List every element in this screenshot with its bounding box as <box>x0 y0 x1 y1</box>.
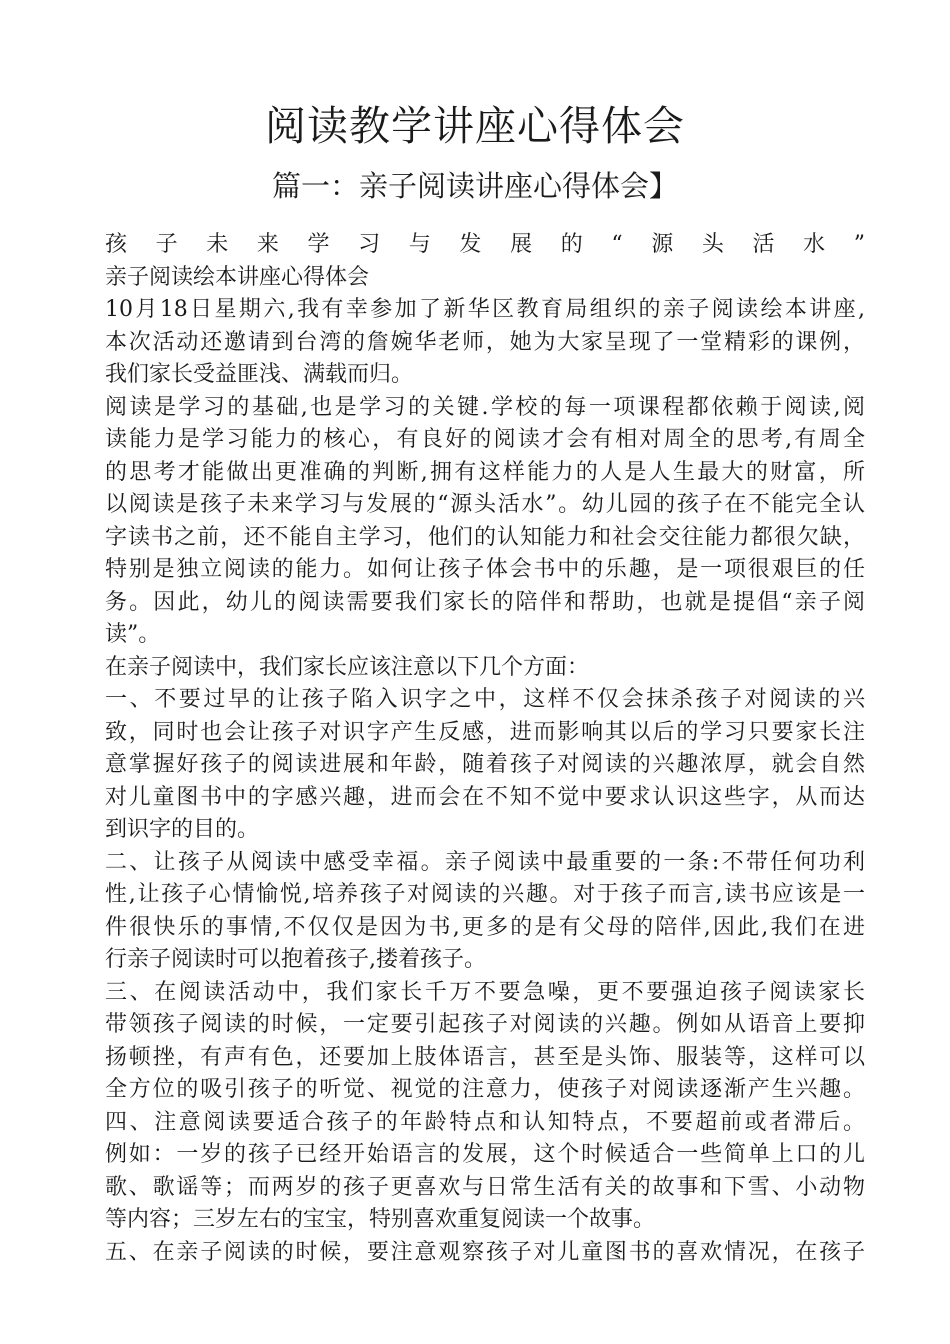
body-line: 的思考才能做出更准确的判断,拥有这样能力的人是人生最大的财富，所 <box>105 459 865 485</box>
body-line: 务。因此，幼儿的阅读需要我们家长的陪伴和帮助，也就是提倡“亲子阅 <box>105 589 865 615</box>
body-line: 孩子未来学习与发展的“源头活水” <box>105 232 865 257</box>
body-line: 对儿童图书中的字感兴趣，进而会在不知不觉中要求认识这些字，从而达 <box>105 784 865 810</box>
body-line: 本次活动还邀请到台湾的詹婉华老师，她为大家呈现了一堂精彩的课例， <box>105 329 865 355</box>
body-line: 等内容；三岁左右的宝宝，特别喜欢重复阅读一个故事。 <box>105 1207 656 1232</box>
body-line: 读能力是学习能力的核心，有良好的阅读才会有相对周全的思考,有周全 <box>105 427 865 452</box>
body-line: 读”。 <box>105 622 161 647</box>
body-line: 性,让孩子心情愉悦,培养孩子对阅读的兴趣。对于孩子而言,读书应该是一 <box>105 882 865 907</box>
body-line: 四、注意阅读要适合孩子的年龄特点和认知特点，不要超前或者滞后。 <box>105 1109 865 1135</box>
body-line: 五、在亲子阅读的时候，要注意观察孩子对儿童图书的喜欢情况，在孩子 <box>105 1239 865 1265</box>
document-subtitle: 篇一：亲子阅读讲座心得体会】 <box>271 169 678 203</box>
document-body <box>105 229 865 1269</box>
body-line: 我们家长受益匪浅、满载而归。 <box>105 362 414 387</box>
body-line: 阅读是学习的基础,也是学习的关键.学校的每一项课程都依赖于阅读,阅 <box>105 394 865 420</box>
body-line: 到识字的目的。 <box>105 817 260 842</box>
body-line: 例如：一岁的孩子已经开始语言的发展，这个时候适合一些简单上口的儿 <box>105 1142 865 1167</box>
body-line: 全方位的吸引孩子的听觉、视觉的注意力，使孩子对阅读逐渐产生兴趣。 <box>105 1077 865 1102</box>
body-line: 二、让孩子从阅读中感受幸福。亲子阅读中最重要的一条:不带任何功利 <box>105 849 865 875</box>
body-line: 行亲子阅读时可以抱着孩子,搂着孩子。 <box>105 947 486 972</box>
body-line: 10月18日星期六,我有幸参加了新华区教育局组织的亲子阅读绘本讲座, <box>105 297 865 322</box>
body-line: 意掌握好孩子的阅读进展和年龄，随着孩子对阅读的兴趣浓厚，就会自然 <box>105 752 865 777</box>
body-line: 字读书之前，还不能自主学习，他们的认知能力和社会交往能力都很欠缺， <box>105 524 865 550</box>
body-line: 特别是独立阅读的能力。如何让孩子体会书中的乐趣，是一项很艰巨的任 <box>105 557 865 582</box>
document-title: 阅读教学讲座心得体会 <box>265 102 685 150</box>
body-line: 一、不要过早的让孩子陷入识字之中，这样不仅会抹杀孩子对阅读的兴 <box>105 687 865 712</box>
body-line: 歌、歌谣等；而两岁的孩子更喜欢与日常生活有关的故事和下雪、小动物 <box>105 1174 865 1200</box>
body-line: 扬顿挫，有声有色，还要加上肢体语言，甚至是头饰、服装等，这样可以 <box>105 1044 865 1070</box>
body-line: 三、在阅读活动中，我们家长千万不要急噪，更不要强迫孩子阅读家长 <box>105 979 865 1005</box>
body-line: 在亲子阅读中，我们家长应该注意以下几个方面： <box>105 654 590 680</box>
body-line: 致，同时也会让孩子对识字产生反感，进而影响其以后的学习只要家长注 <box>105 719 865 745</box>
body-line: 带领孩子阅读的时候，一定要引起孩子对阅读的兴趣。例如从语音上要抑 <box>105 1012 865 1037</box>
body-line: 件很快乐的事情,不仅仅是因为书,更多的是有父母的陪伴,因此,我们在进 <box>105 914 865 940</box>
body-line: 亲子阅读绘本讲座心得体会 <box>105 264 370 290</box>
body-line: 以阅读是孩子未来学习与发展的“源头活水”。幼儿园的孩子在不能完全认 <box>105 492 865 517</box>
